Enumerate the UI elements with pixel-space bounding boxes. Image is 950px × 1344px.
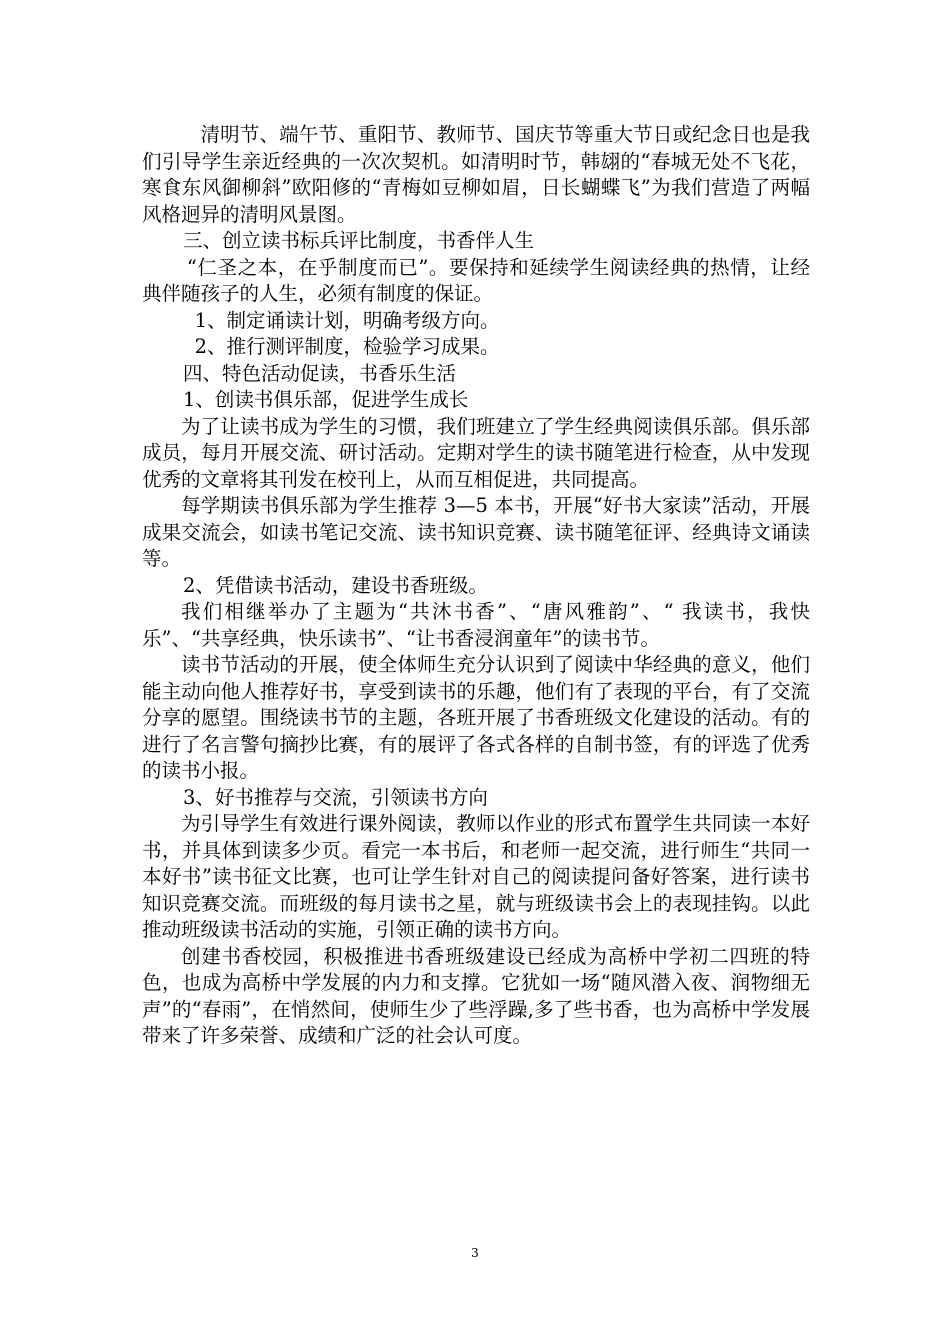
paragraph-reading-festivals: 我们相继举办了主题为“共沐书香”、“唐风雅韵”、“ 我读书，我快乐”、“共享经典，快乐读书”、“让书香浸润童年”的读书节。 (142, 600, 810, 650)
document-body (142, 122, 810, 1050)
section-heading-4: 四、特色活动促读，书香乐生活 (182, 361, 456, 385)
page-number: 3 (471, 1246, 479, 1260)
paragraph-conclusion: 创建书香校园，积极推进书香班级建设已经成为高桥中学初二四班的特色，也成为高桥中学发展的内力和支撑。它犹如一场“随风潜入夜、润物细无声”的“春雨”，在悄然间，使师生少了些浮躁,多了些书香，也为高桥中学发展带来了许多荣誉、成绩和广泛的社会认可度。 (142, 944, 810, 1047)
subheading-book-exchange: 3、好书推荐与交流，引领读书方向 (182, 785, 488, 809)
section-heading-3: 三、创立读书标兵评比制度，书香伴人生 (182, 229, 534, 252)
list-item-plan: 1、制定诵读计划，明确考级方向。 (194, 308, 500, 332)
paragraph-recommend-books: 每学期读书俱乐部为学生推荐 3—5 本书，开展“好书大家读”活动，开展成果交流会，如读书笔记交流、读书知识竞赛、读书随笔征评、经典诗文诵读等。 (142, 494, 810, 570)
list-item-evaluation: 2、推行测评制度，检验学习成果。 (194, 335, 500, 358)
paragraph-festivals: 清明节、端午节、重阳节、教师节、国庆节等重大节日或纪念日也是我们引导学生亲近经典的一次次契机。如清明时节，韩翃的“春城无处不飞花，寒食东风御柳斜”欧阳修的“青梅如豆柳如眉，日长蝴蝶飞”为我们营造了两幅风格迥异的清明风景图。 (142, 123, 810, 226)
paragraph-club: 为了让读书成为学生的习惯，我们班建立了学生经典阅读俱乐部。俱乐部成员，每月开展交流、研讨活动。定期对学生的读书随笔进行检查，从中发现优秀的文章将其刊发在校刊上，从而互相促进，共同提高。 (142, 414, 810, 491)
paragraph-guided-reading: 为引导学生有效进行课外阅读，教师以作业的形式布置学生共同读一本好书，并具体到读多少页。看完一本书后，和老师一起交流，进行师生“共同一本好书”读书征文比赛，也可让学生针对自己的阅读提问备好答案，进行读书知识竞赛交流。而班级的每月读书之星，就与班级读书会上的表现挂钩。以此推动班级读书活动的实施，引领正确的读书方向。 (142, 812, 810, 941)
subheading-club: 1、创读书俱乐部，促进学生成长 (182, 388, 469, 411)
paragraph-system-quote: “仁圣之本，在乎制度而已”。要保持和延续学生阅读经典的热情，让经典伴随孩子的人生，必须有制度的保证。 (142, 255, 810, 305)
subheading-reading-activities: 2、凭借读书活动，建设书香班级。 (182, 573, 488, 597)
paragraph-festival-effects: 读书节活动的开展，使全体师生充分认识到了阅读中华经典的意义，他们能主动向他人推荐好书，享受到读书的乐趣，他们有了表现的平台，有了交流分享的愿望。围绕读书节的主题，各班开展了书香班级文化建设的活动。有的进行了名言警句摘抄比赛，有的展评了各式各样的自制书签，有的评选了优秀的读书小报。 (142, 653, 810, 782)
